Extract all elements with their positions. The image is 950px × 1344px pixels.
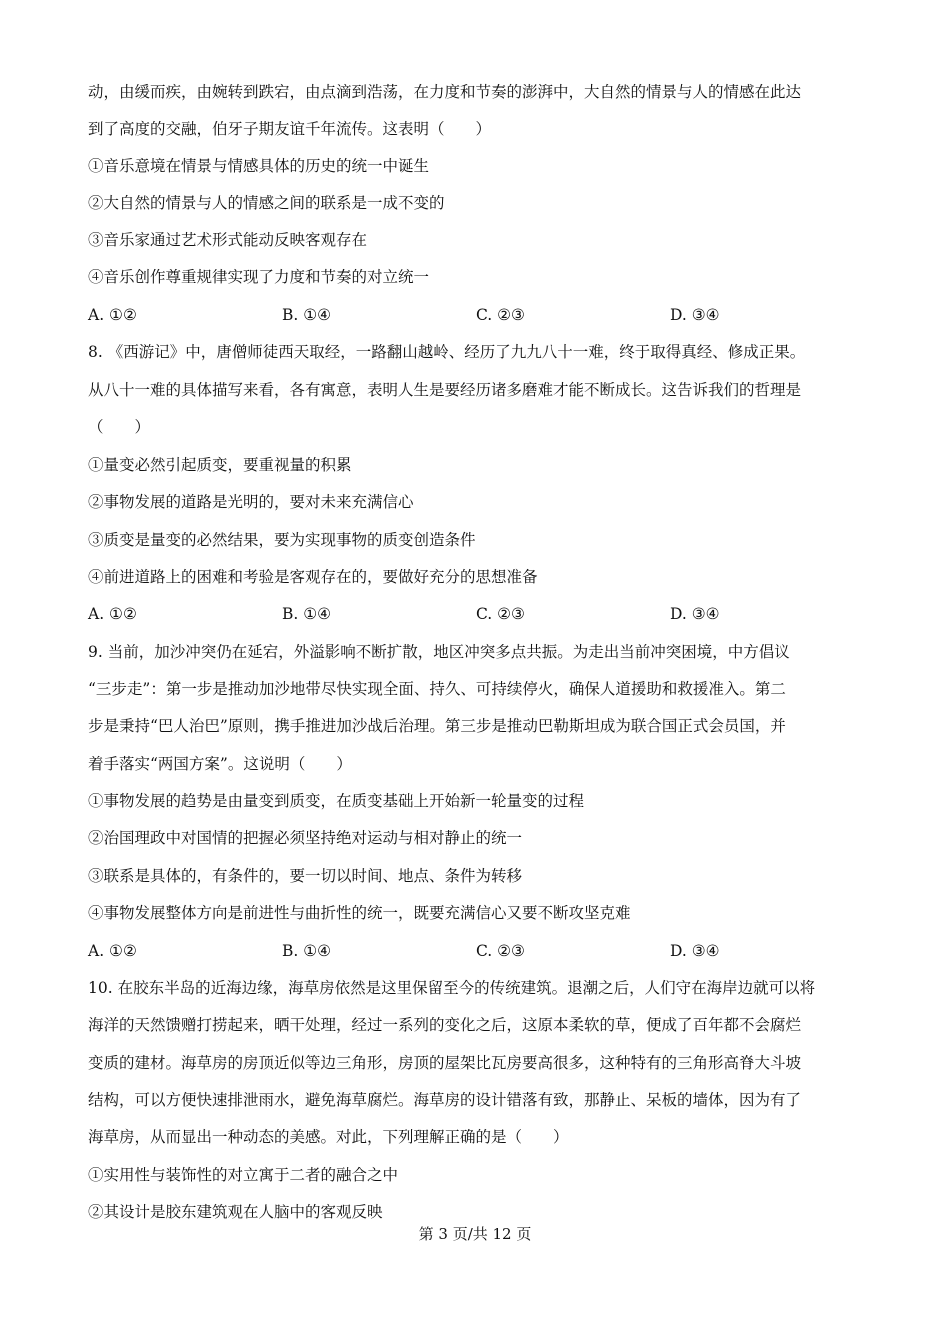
q8-statement-2: ②事物发展的道路是光明的，要对未来充满信心 xyxy=(88,493,414,511)
q8-option-a: A. ①② xyxy=(88,605,137,623)
q9-statement-3: ③联系是具体的，有条件的，要一切以时间、地点、条件为转移 xyxy=(88,867,523,885)
q9-line-4: 着手落实“两国方案”。这说明（ ） xyxy=(88,755,352,773)
q8-line-3: （ ） xyxy=(88,418,151,436)
q10-line-3: 变质的建材。海草房的房顶近似等边三角形，房顶的屋架比瓦房要高很多，这种特有的三角形高脊大斗坡 xyxy=(88,1054,802,1072)
q9-statement-4: ④事物发展整体方向是前进性与曲折性的统一，既要充满信心又要不断攻坚克难 xyxy=(88,904,631,922)
q8-option-c: C. ②③ xyxy=(476,605,525,623)
q10-statement-2: ②其设计是胶东建筑观在人脑中的客观反映 xyxy=(88,1203,383,1221)
q7-line-1: 动，由缓而疾，由婉转到跌宕，由点滴到浩荡，在力度和节奏的澎湃中，大自然的情景与人的情感在此达 xyxy=(88,83,802,101)
q10-line-2: 海洋的天然馈赠打捞起来，晒干处理，经过一系列的变化之后，这原本柔软的草，便成了百年都不会腐烂 xyxy=(88,1016,802,1034)
q9-line-2: “三步走”：第一步是推动加沙地带尽快实现全面、持久、可持续停火，确保人道援助和救援准入。第二 xyxy=(88,680,786,698)
q9-line-3: 步是秉持“巴人治巴”原则，携手推进加沙战后治理。第三步是推动巴勒斯坦成为联合国正式会员国，并 xyxy=(88,717,786,735)
q8-line-1: 8. 《西游记》中，唐僧师徒西天取经，一路翻山越岭、经历了九九八十一难，终于取得真经、修成正果。 xyxy=(88,343,806,361)
q8-option-d: D. ③④ xyxy=(670,605,720,623)
q9-options xyxy=(88,941,868,961)
q10-line-4: 结构，可以方便快速排泄雨水，避免海草腐烂。海草房的设计错落有致，那静止、呆板的墙体，因为有了 xyxy=(88,1091,802,1109)
q7-line-2: 到了高度的交融，伯牙子期友谊千年流传。这表明（ ） xyxy=(88,120,492,138)
q7-option-b: B. ①④ xyxy=(282,306,332,324)
q9-statement-1: ①事物发展的趋势是由量变到质变，在质变基础上开始新一轮量变的过程 xyxy=(88,792,585,810)
page-footer: 第 3 页/共 12 页 xyxy=(418,1225,532,1243)
q9-option-d: D. ③④ xyxy=(670,942,720,960)
q7-option-a: A. ①② xyxy=(88,306,137,324)
q10-line-1: 10. 在胶东半岛的近海边缘，海草房依然是这里保留至今的传统建筑。退潮之后，人们守在海岸边就可以将 xyxy=(88,979,816,997)
q7-statement-2: ②大自然的情景与人的情感之间的联系是一成不变的 xyxy=(88,194,445,212)
q7-statement-3: ③音乐家通过艺术形式能动反映客观存在 xyxy=(88,231,368,249)
q9-option-a: A. ①② xyxy=(88,942,137,960)
q8-statement-3: ③质变是量变的必然结果，要为实现事物的质变创造条件 xyxy=(88,531,476,549)
q7-option-c: C. ②③ xyxy=(476,306,525,324)
q8-option-b: B. ①④ xyxy=(282,605,332,623)
q9-option-c: C. ②③ xyxy=(476,942,525,960)
q10-line-5: 海草房，从而显出一种动态的美感。对此，下列理解正确的是（ ） xyxy=(88,1128,569,1146)
q7-options xyxy=(88,305,868,325)
q7-statement-1: ①音乐意境在情景与情感具体的历史的统一中诞生 xyxy=(88,157,430,175)
q9-line-1: 9. 当前，加沙冲突仍在延宕，外溢影响不断扩散，地区冲突多点共振。为走出当前冲突困境，中方倡议 xyxy=(88,643,790,661)
q8-statement-4: ④前进道路上的困难和考验是客观存在的，要做好充分的思想准备 xyxy=(88,568,538,586)
q9-statement-2: ②治国理政中对国情的把握必须坚持绝对运动与相对静止的统一 xyxy=(88,829,523,847)
q10-statement-1: ①实用性与装饰性的对立寓于二者的融合之中 xyxy=(88,1166,399,1184)
q8-statement-1: ①量变必然引起质变，要重视量的积累 xyxy=(88,456,352,474)
q8-options xyxy=(88,604,868,624)
q8-line-2: 从八十一难的具体描写来看，各有寓意，表明人生是要经历诸多磨难才能不断成长。这告诉我们的哲理是 xyxy=(88,381,802,399)
q7-statement-4: ④音乐创作尊重规律实现了力度和节奏的对立统一 xyxy=(88,268,430,286)
q9-option-b: B. ①④ xyxy=(282,942,332,960)
q7-option-d: D. ③④ xyxy=(670,306,720,324)
